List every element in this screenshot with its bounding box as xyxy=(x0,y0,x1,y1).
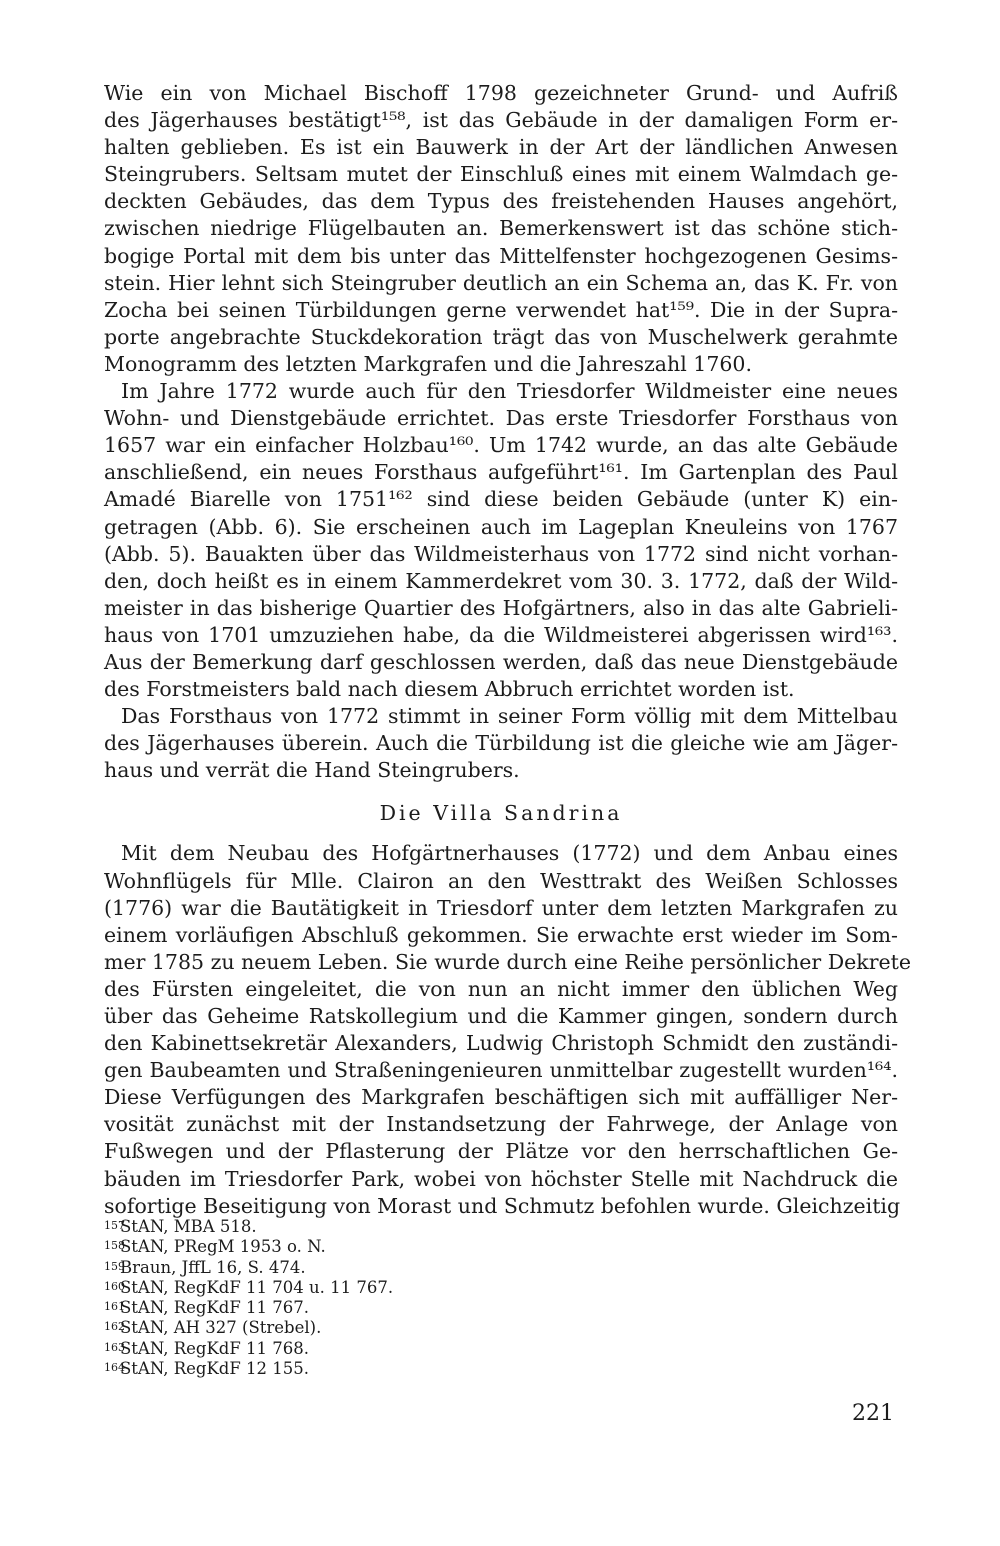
text-line: einem vorläufigen Abschluß gekommen. Sie erwachte erst wieder im Som- xyxy=(104,922,898,947)
text-line: bogige Portal mit dem bis unter das Mittelfenster hochgezogenen Gesims- xyxy=(104,243,898,268)
footnote: 158StAN, PRegM 1953 o. N. xyxy=(104,1237,326,1257)
text-line: getragen (Abb. 6). Sie erscheinen auch im Lageplan Kneuleins von 1767 xyxy=(104,514,898,539)
footnote-text: StAN, AH 327 (Strebel). xyxy=(120,1318,322,1338)
text-line: haus von 1701 umzuziehen habe, da die Wildmeisterei abgerissen wird¹⁶³. xyxy=(104,622,898,647)
footnote-text: StAN, MBA 518. xyxy=(120,1217,257,1236)
text-line: bäuden im Triesdorfer Park, wobei von höchster Stelle mit Nachdruck die xyxy=(104,1166,898,1191)
footnote-text: StAN, RegKdF 11 704 u. 11 767. xyxy=(120,1277,394,1297)
footnote: 160StAN, RegKdF 11 704 u. 11 767. xyxy=(104,1277,394,1297)
text-line: Wohnflügels für Mlle. Clairon an den Westtrakt des Weißen Schlosses xyxy=(104,868,898,893)
text-line: anschließend, ein neues Forsthaus aufgeführt¹⁶¹. Im Gartenplan des Paul xyxy=(104,460,898,485)
text-line: (1776) war die Bautätigkeit in Triesdorf unter dem letzten Markgrafen zu xyxy=(104,895,898,920)
text-line: haus und verrät die Hand Steingrubers. xyxy=(104,758,520,783)
footnote-text: StAN, RegKdF 11 767. xyxy=(120,1298,310,1318)
text-line: Diese Verfügungen des Markgrafen beschäftigen sich mit auffälliger Ner- xyxy=(104,1085,898,1110)
text-line: Monogramm des letzten Markgrafen und die Jahreszahl 1760. xyxy=(104,351,752,376)
text-line: deckten Gebäudes, das dem Typus des freistehenden Hauses angehört, xyxy=(104,189,898,214)
text-line: Wohn- und Dienstgebäude errichtet. Das erste Triesdorfer Forsthaus von xyxy=(104,406,898,431)
footnotes xyxy=(104,1217,624,1379)
text-line: (Abb. 5). Bauakten über das Wildmeisterhaus von 1772 sind nicht vorhan- xyxy=(104,541,898,566)
text-line: Wie ein von Michael Bischoff 1798 gezeichneter Grund- und Aufriß xyxy=(104,81,898,105)
footnote: 157StAN, MBA 518. xyxy=(104,1217,257,1236)
text-line: zwischen niedrige Flügelbauten an. Bemerkenswert ist das schöne stich- xyxy=(104,216,898,241)
footnote: 163StAN, RegKdF 11 768. xyxy=(104,1338,310,1358)
text-line: Mit dem Neubau des Hofgärtnerhauses (1772) und dem Anbau eines xyxy=(121,841,898,866)
text-line: des Forstmeisters bald nach diesem Abbruch errichtet worden ist. xyxy=(104,677,795,702)
text-line: des Jägerhauses überein. Auch die Türbildung ist die gleiche wie am Jäger- xyxy=(104,731,898,756)
text-line: vosität zunächst mit der Instandsetzung der Fahrwege, der Anlage von xyxy=(104,1112,898,1137)
text-line: Aus der Bemerkung darf geschlossen werden, daß das neue Dienstgebäude xyxy=(104,649,898,674)
text-line: mer 1785 zu neuem Leben. Sie wurde durch eine Reihe persönlicher Dekrete xyxy=(104,949,912,974)
text-line: den, doch heißt es in einem Kammerdekret vom 30. 3. 1772, daß der Wild- xyxy=(104,568,898,593)
text-line: Amadé Biarelle von 1751¹⁶² sind diese beiden Gebäude (unter K) ein- xyxy=(104,487,898,512)
text-line: Im Jahre 1772 wurde auch für den Triesdorfer Wildmeister eine neues xyxy=(121,379,898,404)
text-line: meister in das bisherige Quartier des Hofgärtners, also in das alte Gabrieli- xyxy=(104,595,898,620)
text-line: Das Forsthaus von 1772 stimmt in seiner Form völlig mit dem Mittelbau xyxy=(121,704,898,729)
text-line: 1657 war ein einfacher Holzbau¹⁶⁰. Um 1742 wurde, an das alte Gebäude xyxy=(104,433,898,458)
text-line: Zocha bei seinen Türbildungen gerne verwendet hat¹⁵⁹. Die in der Supra- xyxy=(104,297,898,322)
footnote: 164StAN, RegKdF 12 155. xyxy=(104,1359,310,1379)
footnote-text: Braun, JffL 16, S. 474. xyxy=(120,1257,306,1277)
text-line: Steingrubers. Seltsam mutet der Einschluß eines mit einem Walmdach ge- xyxy=(104,162,898,187)
footnote-text: StAN, RegKdF 11 768. xyxy=(120,1338,310,1358)
text-line: sofortige Beseitigung von Morast und Schmutz befohlen wurde. Gleichzeitig xyxy=(104,1193,901,1218)
text-line: stein. Hier lehnt sich Steingruber deutlich an ein Schema an, das K. Fr. von xyxy=(104,270,898,295)
text-line: über das Geheime Ratskollegium und die Kammer gingen, sondern durch xyxy=(104,1004,898,1028)
text-line: des Fürsten eingeleitet, die von nun an nicht immer den üblichen Weg xyxy=(104,976,898,1001)
text-line: den Kabinettsekretär Alexanders, Ludwig Christoph Schmidt den zuständi- xyxy=(104,1031,898,1056)
footnote: 162StAN, AH 327 (Strebel). xyxy=(104,1318,322,1338)
text-line: Fußwegen und der Pflasterung der Plätze vor den herrschaftlichen Ge- xyxy=(104,1139,898,1164)
footnote-text: StAN, PRegM 1953 o. N. xyxy=(120,1237,326,1257)
text-line: des Jägerhauses bestätigt¹⁵⁸, ist das Gebäude in der damaligen Form er- xyxy=(104,108,898,133)
text-line: porte angebrachte Stuckdekoration trägt das von Muschelwerk gerahmte xyxy=(104,324,898,349)
footnote: 161StAN, RegKdF 11 767. xyxy=(104,1298,310,1318)
section-heading: Die Villa Sandrina xyxy=(379,801,623,826)
text-line: gen Baubeamten und Straßeningenieuren unmittelbar zugestellt wurden¹⁶⁴. xyxy=(104,1058,898,1083)
page-number: 221 xyxy=(852,1401,894,1426)
footnote-text: StAN, RegKdF 12 155. xyxy=(120,1359,310,1379)
main-text xyxy=(104,80,912,1220)
footnote: 159Braun, JffL 16, S. 474. xyxy=(104,1257,306,1277)
text-line: halten geblieben. Es ist ein Bauwerk in der Art der ländlichen Anwesen xyxy=(104,135,898,160)
